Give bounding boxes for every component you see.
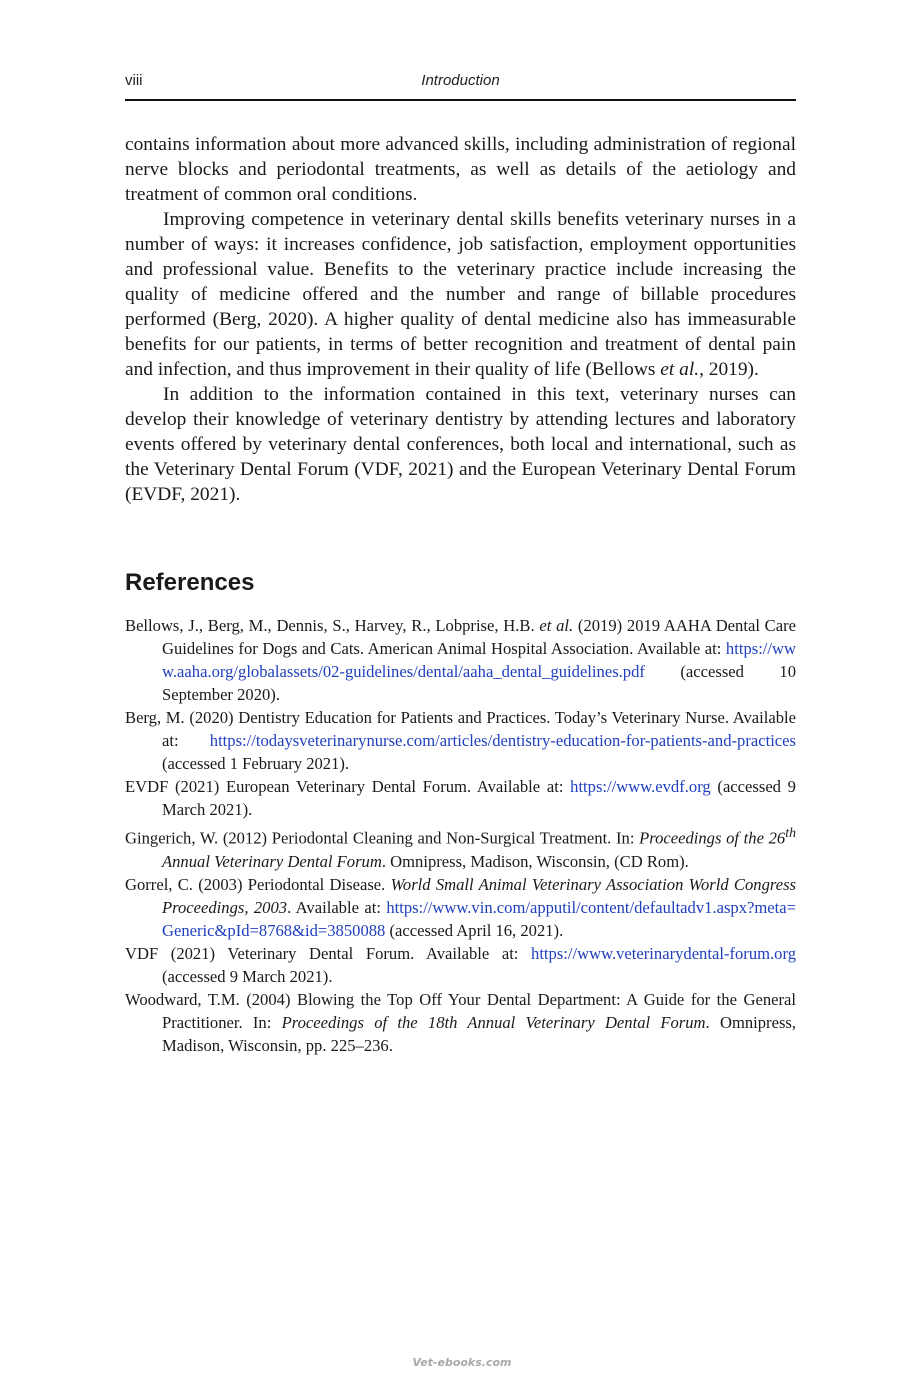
reference-link[interactable]: https://www.veterinarydental-forum.org [531, 943, 796, 963]
reference-list [125, 614, 796, 1057]
reference-text: Woodward, T.M. (2004) Blowing the Top Off Your Dental Department: A Guide for the General Practitioner. In: [125, 989, 796, 1032]
reference-text: Gingerich, W. (2012) Periodontal Cleaning and Non-Surgical Treatment. In: [125, 828, 640, 848]
reference-link[interactable]: https://www.aaha.org/globalassets/02-guidelines/dental/aaha_dental_guidelines.pdf [162, 639, 796, 681]
reference-italic: World Small Animal Veterinary Association World Congress Proceedings, 2003 [162, 874, 796, 917]
body-text [125, 132, 796, 507]
reference-italic: Annual Veterinary Dental Forum [162, 851, 382, 871]
reference-link[interactable]: https://www.evdf.org [570, 777, 711, 796]
paragraph-2-text: Improving competence in veterinary dental skills benefits veterinary nurses in a number of ways: it increases confidence, job satisfaction, employment opportunities and professional value. Benefits to the veterinary practice include increasing the quality of medicine offered and the number and range of billable procedures performed (Berg, 2020). A higher quality of dental medicine also has immeasurable benefits for our patients, in terms of better recognition and treatment of dental pain and infection, and thus improvement in their quality of life (Bellows [125, 209, 796, 380]
et-al: et al. [539, 616, 574, 635]
reference-text: Gorrel, C. (2003) Periodontal Disease. [125, 874, 391, 894]
references-heading: References [125, 569, 255, 596]
header-rule [125, 99, 796, 101]
reference-text: . Available at: [287, 897, 387, 917]
page-number: viii [125, 72, 143, 89]
reference-woodward [125, 988, 796, 1057]
reference-text: (2019) 2019 AAHA Dental Care Guidelines for Dogs and Cats. American Animal Hospital Association. Available at: [162, 616, 797, 658]
watermark-logo: Vet-ebooks.com [412, 1356, 512, 1369]
reference-link[interactable]: https://todaysveterinarynurse.com/articles/dentistry-education-for-patients-and-practices [209, 731, 796, 750]
reference-text: Berg, M. (2020) Dentistry Education for Patients and Practices. Today’s Veterinary Nurse. Available at: [125, 708, 796, 750]
paragraph-3: In addition to the information contained in this text, veterinary nurses can develop their knowledge of veterinary dentistry by attending lectures and laboratory events offered by veterinary dental conferences, both local and international, such as the Veterinary Dental Forum (VDF, 2021) and the European Veterinary Dental Forum (EVDF, 2021). [125, 384, 796, 505]
reference-text: . Omnipress, Madison, Wisconsin, (CD Rom). [381, 851, 689, 871]
reference-bellows [125, 614, 796, 706]
reference-text: (accessed 1 February 2021). [162, 754, 350, 773]
reference-berg [125, 706, 796, 775]
reference-gorrel [125, 873, 796, 942]
reference-text: Bellows, J., Berg, M., Dennis, S., Harvey, R., Lobprise, H.B. [125, 616, 540, 635]
paragraph-2 [125, 207, 796, 382]
reference-text: (accessed April 16, 2021). [385, 920, 564, 940]
reference-text: (accessed 10 September 2020). [162, 662, 796, 704]
reference-text: EVDF (2021) European Veterinary Dental Forum. Available at: [125, 777, 571, 796]
reference-superscript: th [785, 825, 796, 840]
reference-italic: Proceedings of the 26 [639, 828, 786, 848]
paragraph-1: contains information about more advanced skills, including administration of regional nerve blocks and periodontal treatments, as well as details of the aetiology and treatment of common oral conditions. [125, 134, 796, 205]
et-al: et al. [660, 359, 700, 380]
reference-text: (accessed 9 March 2021). [162, 966, 333, 986]
reference-text: (accessed 9 March 2021). [162, 777, 796, 819]
reference-gingerich [125, 821, 796, 873]
reference-link[interactable]: https://www.vin.com/apputil/content/defaultadv1.aspx?meta=Generic&pId=8768&id=3850088 [162, 897, 796, 940]
reference-text: . Omnipress, Madison, Wisconsin, pp. 225–236. [162, 1012, 797, 1055]
paragraph-2-end: , 2019). [699, 359, 759, 380]
reference-italic: Proceedings of the 18th Annual Veterinary Dental Forum [281, 1012, 706, 1032]
reference-vdf [125, 942, 796, 988]
chapter-title: Introduction [421, 72, 500, 89]
reference-evdf [125, 775, 796, 821]
running-head [125, 72, 796, 100]
reference-text: VDF (2021) Veterinary Dental Forum. Available at: [125, 943, 532, 963]
